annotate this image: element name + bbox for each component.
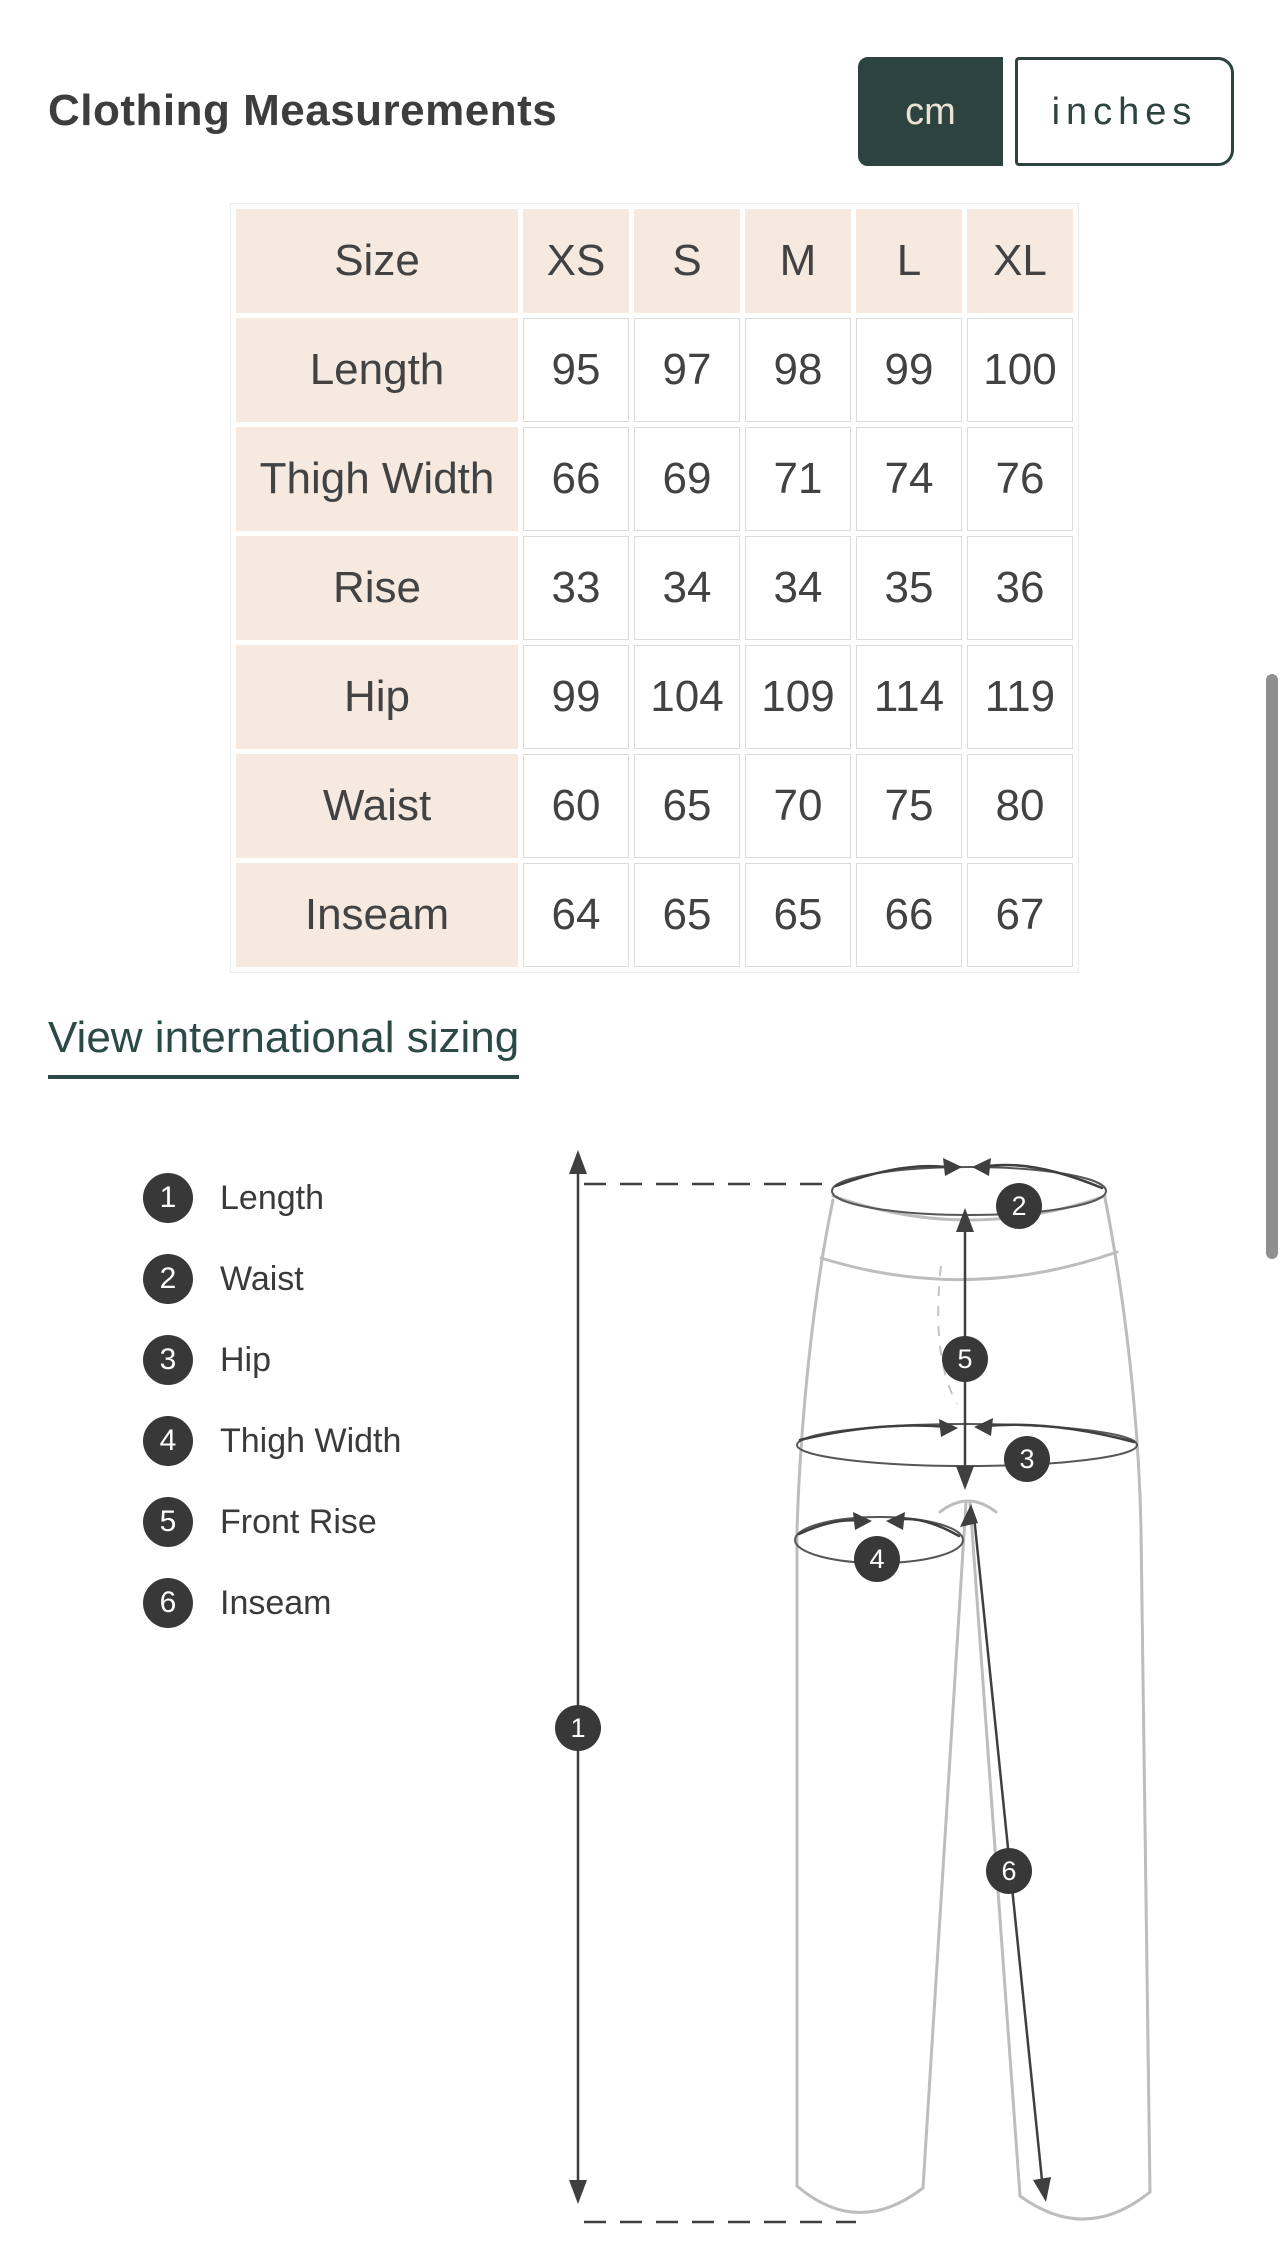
table-row xyxy=(236,645,1073,749)
row-label: Length xyxy=(236,318,518,422)
table-row xyxy=(236,536,1073,640)
legend-label: Hip xyxy=(220,1340,272,1379)
measurement-value: 100 xyxy=(967,318,1073,422)
measurement-value: 34 xyxy=(634,536,740,640)
column-header: XL xyxy=(967,209,1073,313)
legend-number-badge: 6 xyxy=(143,1578,193,1628)
measurement-value: 109 xyxy=(745,645,851,749)
legend-item xyxy=(143,1254,401,1304)
international-sizing-link[interactable]: View international sizing xyxy=(48,1013,519,1079)
column-header: L xyxy=(856,209,962,313)
front-rise-dashed-curve xyxy=(938,1266,957,1404)
measurement-value: 65 xyxy=(634,863,740,967)
legend-label: Inseam xyxy=(220,1583,332,1622)
measurement-value: 97 xyxy=(634,318,740,422)
column-header: XS xyxy=(523,209,629,313)
measurement-value: 119 xyxy=(967,645,1073,749)
scrollbar-thumb[interactable] xyxy=(1266,674,1278,1259)
measurement-value: 65 xyxy=(634,754,740,858)
legend-item xyxy=(143,1416,401,1466)
measurement-value: 99 xyxy=(856,318,962,422)
row-label: Thigh Width xyxy=(236,427,518,531)
measurement-value: 80 xyxy=(967,754,1073,858)
legend-number-badge: 2 xyxy=(143,1254,193,1304)
measurement-value: 66 xyxy=(856,863,962,967)
table-row xyxy=(236,318,1073,422)
column-header: M xyxy=(745,209,851,313)
legend-label: Length xyxy=(220,1178,324,1217)
legend-number-badge: 5 xyxy=(143,1497,193,1547)
legend-label: Thigh Width xyxy=(220,1421,402,1460)
unit-toggle xyxy=(858,57,1234,166)
measurement-value: 98 xyxy=(745,318,851,422)
legend-item xyxy=(143,1497,401,1547)
cm-button[interactable]: cm xyxy=(858,57,1003,166)
legend-item xyxy=(143,1335,401,1385)
arrowheads xyxy=(569,1150,1051,2204)
column-header: S xyxy=(634,209,740,313)
measurement-value: 75 xyxy=(856,754,962,858)
measurement-value: 65 xyxy=(745,863,851,967)
measurement-value: 95 xyxy=(523,318,629,422)
legend-number-badge: 3 xyxy=(143,1335,193,1385)
legend-number-badge: 1 xyxy=(143,1173,193,1223)
row-label: Waist xyxy=(236,754,518,858)
size-table-header-row xyxy=(236,209,1073,313)
measurement-value: 74 xyxy=(856,427,962,531)
legend-number-badge: 4 xyxy=(143,1416,193,1466)
diagram-marker-badge: 1 xyxy=(555,1705,601,1751)
measurement-value: 104 xyxy=(634,645,740,749)
diagram-marker-badge: 4 xyxy=(854,1536,900,1582)
measurement-value: 35 xyxy=(856,536,962,640)
size-table xyxy=(230,203,1079,973)
table-row xyxy=(236,427,1073,531)
table-row xyxy=(236,863,1073,967)
measurement-value: 70 xyxy=(745,754,851,858)
legend-item xyxy=(143,1173,401,1223)
measurement-value: 33 xyxy=(523,536,629,640)
measurement-value: 99 xyxy=(523,645,629,749)
measurement-value: 36 xyxy=(967,536,1073,640)
dashed-guides xyxy=(584,1184,856,2222)
measurement-value: 114 xyxy=(856,645,962,749)
pants-diagram xyxy=(540,1130,1184,2250)
measurement-value: 64 xyxy=(523,863,629,967)
diagram-marker-badge: 6 xyxy=(986,1848,1032,1894)
diagram-marker-badge: 5 xyxy=(942,1336,988,1382)
legend-label: Front Rise xyxy=(220,1502,377,1541)
measurement-value: 67 xyxy=(967,863,1073,967)
measurement-value: 66 xyxy=(523,427,629,531)
diagram-marker-badge: 2 xyxy=(996,1183,1042,1229)
page-title: Clothing Measurements xyxy=(48,86,558,135)
measurement-value: 69 xyxy=(634,427,740,531)
measurement-value: 60 xyxy=(523,754,629,858)
row-label: Hip xyxy=(236,645,518,749)
measure-lines xyxy=(578,1162,1134,2192)
table-row xyxy=(236,754,1073,858)
diagram-marker-badge: 3 xyxy=(1004,1436,1050,1482)
size-table-body xyxy=(236,318,1073,967)
measurement-value: 71 xyxy=(745,427,851,531)
legend-label: Waist xyxy=(220,1259,304,1298)
row-label: Rise xyxy=(236,536,518,640)
row-label: Inseam xyxy=(236,863,518,967)
legend xyxy=(143,1173,401,1628)
legend-item xyxy=(143,1578,401,1628)
measurement-value: 76 xyxy=(967,427,1073,531)
measurement-value: 34 xyxy=(745,536,851,640)
column-header: Size xyxy=(236,209,518,313)
inches-button[interactable]: inches xyxy=(1015,57,1234,166)
